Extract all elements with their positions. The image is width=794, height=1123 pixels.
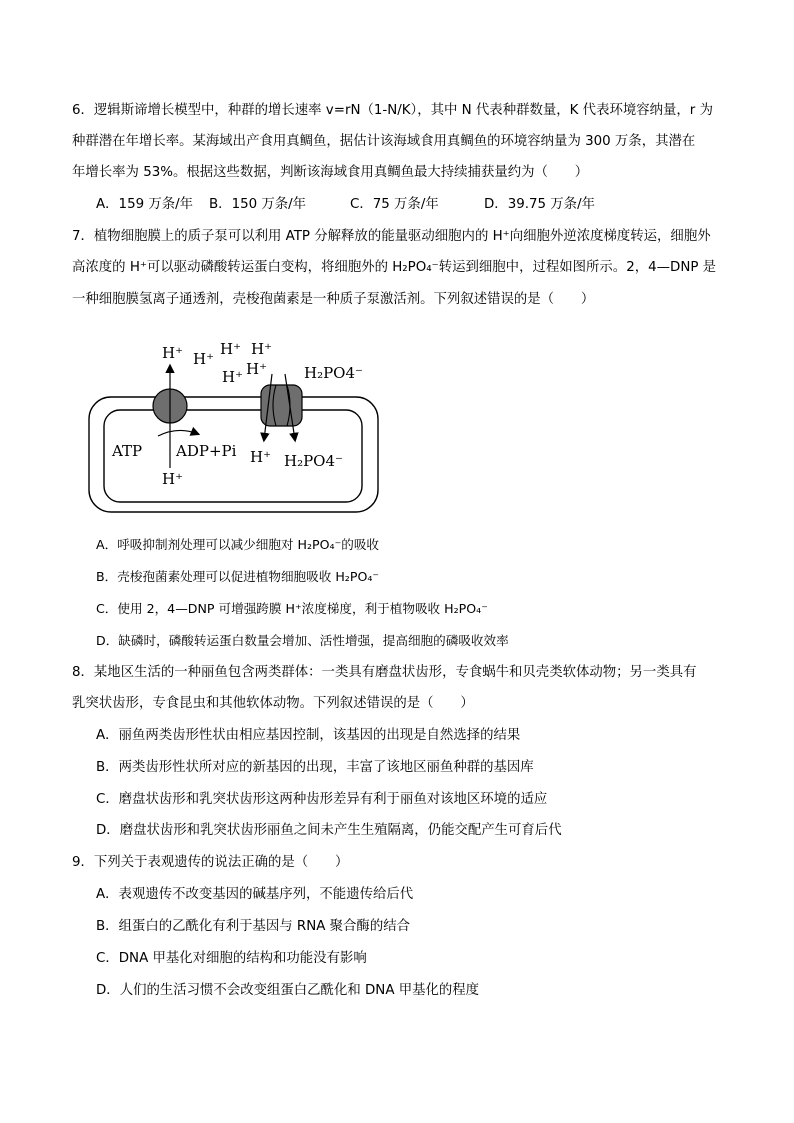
q7-stem-line-1: 7．植物细胞膜上的质子泵可以利用 ATP 分解释放的能量驱动细胞内的 H⁺向细胞外逆浓度梯度转运，细胞外 xyxy=(72,229,711,244)
q7-option-c[interactable]: C．使用 2，4—DNP 可增强跨膜 H⁺浓度梯度，利于植物吸收 H₂PO₄⁻ xyxy=(96,601,488,616)
q6-stem-line-1: 6．逻辑斯谛增长模型中，种群的增长速率 v=rN（1-N/K），其中 N 代表种群数量，K 代表环境容纳量，r 为 xyxy=(72,103,713,118)
label-h-out-2: H⁺ xyxy=(193,350,214,368)
q6-option-d[interactable]: D．39.75 万条/年 xyxy=(484,197,595,212)
label-h2po4-in: H₂PO4⁻ xyxy=(284,452,343,470)
q9-option-a[interactable]: A．表观遗传不改变基因的碱基序列，不能遗传给后代 xyxy=(96,887,414,902)
q7-option-a[interactable]: A．呼吸抑制剂处理可以减少细胞对 H₂PO₄⁻的吸收 xyxy=(96,537,380,552)
label-h-out-3: H⁺ xyxy=(220,340,241,358)
label-adp-pi: ADP+Pi xyxy=(176,442,237,460)
q9-option-c[interactable]: C．DNA 甲基化对细胞的结构和功能没有影响 xyxy=(96,951,367,966)
q7-stem-line-3: 一种细胞膜氢离子通透剂，壳梭孢菌素是一种质子泵激活剂。下列叙述错误的是（ ） xyxy=(72,292,595,307)
phosphate-transporter xyxy=(261,385,302,426)
q6-option-a[interactable]: A．159 万条/年 xyxy=(96,197,194,212)
label-h-out-4: H⁺ xyxy=(251,340,272,358)
q7-stem-line-2: 高浓度的 H⁺可以驱动磷酸转运蛋白变构，将细胞外的 H₂PO₄⁻转运到细胞中，过程如图所示。2，4—DNP 是 xyxy=(72,260,717,275)
q6-option-b[interactable]: B．150 万条/年 xyxy=(209,197,307,212)
q8-stem-line-1: 8．某地区生活的一种丽鱼包含两类群体：一类具有磨盘状齿形，专食蜗牛和贝壳类软体动物；另一类具有 xyxy=(72,665,697,680)
q7-option-d[interactable]: D．缺磷时，磷酸转运蛋白数量会增加、活性增强，提高细胞的磷吸收效率 xyxy=(96,633,509,648)
label-h-out-6: H⁺ xyxy=(246,360,267,378)
q8-option-b[interactable]: B．两类齿形性状所对应的新基因的出现，丰富了该地区丽鱼种群的基因库 xyxy=(96,760,534,775)
label-h2po4-out: H₂PO4⁻ xyxy=(304,364,363,382)
q7-option-b[interactable]: B．壳梭孢菌素处理可以促进植物细胞吸收 H₂PO₄⁻ xyxy=(96,569,380,584)
label-h-in-1: H⁺ xyxy=(162,470,183,488)
atp-hydrolysis-arrow xyxy=(158,430,198,436)
q6-option-c[interactable]: C．75 万条/年 xyxy=(350,197,439,212)
q9-option-b[interactable]: B．组蛋白的乙酰化有利于基因与 RNA 聚合酶的结合 xyxy=(96,919,410,934)
label-h-out-1: H⁺ xyxy=(162,344,183,362)
q8-option-d[interactable]: D．磨盘状齿形和乳突状齿形丽鱼之间未产生生殖隔离，仍能交配产生可育后代 xyxy=(96,823,562,838)
q6-stem-line-3: 年增长率为 53%。根据这些数据，判断该海域食用真鲷鱼最大持续捕获量约为（ ） xyxy=(72,165,589,180)
label-atp: ATP xyxy=(112,442,143,460)
q8-option-a[interactable]: A．丽鱼两类齿形性状由相应基因控制，该基因的出现是自然选择的结果 xyxy=(96,728,521,743)
q8-option-c[interactable]: C．磨盘状齿形和乳突状齿形这两种齿形差异有利于丽鱼对该地区环境的适应 xyxy=(96,792,548,807)
q9-stem-line-1: 9．下列关于表观遗传的说法正确的是（ ） xyxy=(72,855,349,870)
q6-stem-line-2: 种群潜在年增长率。某海域出产食用真鲷鱼，据估计该海域食用真鲷鱼的环境容纳量为 300 万条，其潜在 xyxy=(72,134,696,149)
label-h-in-2: H⁺ xyxy=(250,448,271,466)
proton-pump-diagram xyxy=(80,330,390,520)
q8-stem-line-2: 乳突状齿形，专食昆虫和其他软体动物。下列叙述错误的是（ ） xyxy=(72,696,474,711)
q9-option-d[interactable]: D．人们的生活习惯不会改变组蛋白乙酰化和 DNA 甲基化的程度 xyxy=(96,983,480,998)
label-h-out-5: H⁺ xyxy=(222,368,243,386)
